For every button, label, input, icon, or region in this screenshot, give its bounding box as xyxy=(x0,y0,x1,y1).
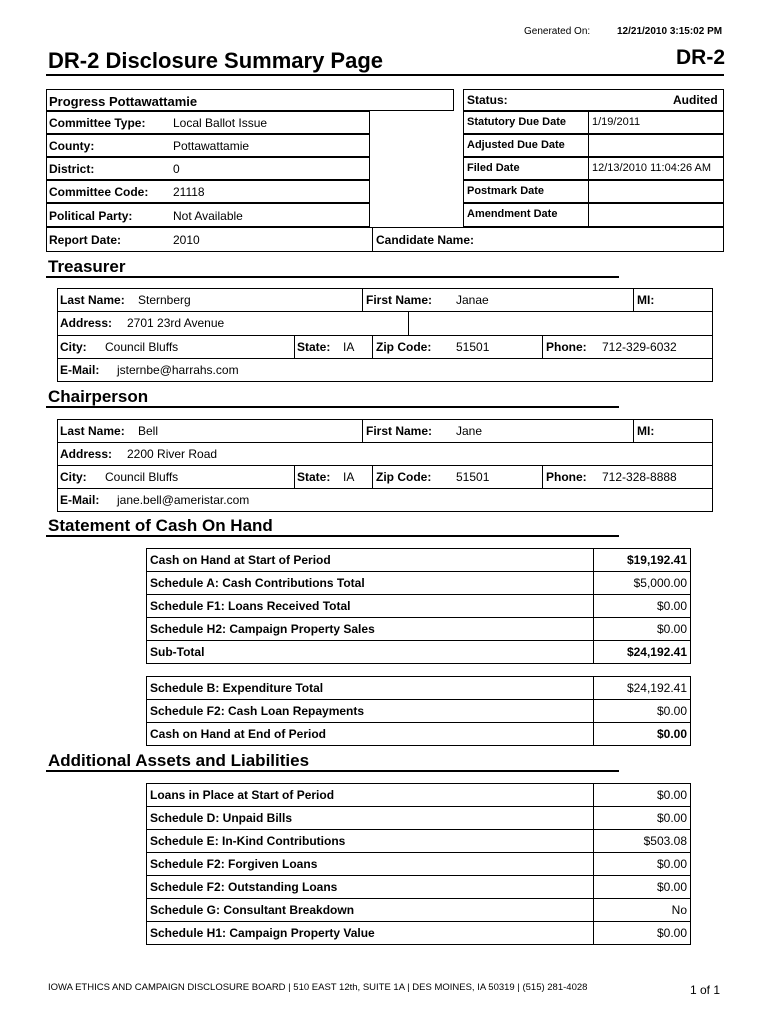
row-label: Schedule F1: Loans Received Total xyxy=(146,594,594,618)
filed-value: 12/13/2010 11:04:26 AM xyxy=(592,162,712,174)
chair-zip-label: Zip Code: xyxy=(376,470,432,484)
row-label: Schedule A: Cash Contributions Total xyxy=(146,571,594,595)
postmark-value-cell xyxy=(588,180,724,203)
treasurer-address-value: 2701 23rd Avenue xyxy=(127,316,225,330)
treasurer-city-label: City: xyxy=(60,340,87,354)
title-rule xyxy=(46,74,724,76)
generated-label: Generated On: xyxy=(524,26,591,37)
row-value: $0.00 xyxy=(593,617,691,641)
chair-last-value: Bell xyxy=(138,424,159,438)
cash-rule xyxy=(46,535,619,537)
chair-address-label: Address: xyxy=(60,447,113,461)
row-label: Schedule H1: Campaign Property Value xyxy=(146,921,594,945)
report-date-divider xyxy=(372,227,373,252)
treasurer-state-value: IA xyxy=(343,340,355,354)
cash-heading: Statement of Cash On Hand xyxy=(48,516,273,535)
row-value: $24,192.41 xyxy=(593,676,691,700)
row-label: Cash on Hand at End of Period xyxy=(146,722,594,746)
treasurer-last-value: Sternberg xyxy=(138,293,191,307)
chair-address-value: 2200 River Road xyxy=(127,447,218,461)
row-value: $0.00 xyxy=(593,594,691,618)
treasurer-state-label: State: xyxy=(297,340,331,354)
row-value: $5,000.00 xyxy=(593,571,691,595)
row-value: $0.00 xyxy=(593,783,691,807)
row-label: Schedule H2: Campaign Property Sales xyxy=(146,617,594,641)
row-value: $503.08 xyxy=(593,829,691,853)
treasurer-phone-label: Phone: xyxy=(546,340,587,354)
footer-agency: IOWA ETHICS AND CAMPAIGN DISCLOSURE BOARD | 510 EAST 12th, SUITE 1A | DES MOINES, IA 50319 | (515) 281-4028 xyxy=(48,982,588,993)
treasurer-rule xyxy=(46,276,619,278)
treasurer-mi-label: MI: xyxy=(637,293,655,307)
row-label: Schedule B: Expenditure Total xyxy=(146,676,594,700)
row-label: Sub-Total xyxy=(146,640,594,664)
district-row xyxy=(46,157,370,180)
chair-mi-label: MI: xyxy=(637,424,655,438)
chair-phone-label: Phone: xyxy=(546,470,587,484)
assets-rule xyxy=(46,770,619,772)
chair-email-value: jane.bell@ameristar.com xyxy=(117,493,250,507)
chair-zip-value: 51501 xyxy=(456,470,490,484)
row-value: $0.00 xyxy=(593,806,691,830)
chairperson-heading: Chairperson xyxy=(48,387,149,406)
row-value: $0.00 xyxy=(593,722,691,746)
row-label: Schedule E: In-Kind Contributions xyxy=(146,829,594,853)
chair-state-value: IA xyxy=(343,470,355,484)
row-label: Loans in Place at Start of Period xyxy=(146,783,594,807)
treasurer-email-label: E-Mail: xyxy=(60,363,100,377)
row-value: $0.00 xyxy=(593,921,691,945)
treasurer-zip-label: Zip Code: xyxy=(376,340,432,354)
row-label: Schedule F2: Forgiven Loans xyxy=(146,852,594,876)
postmark-label: Postmark Date xyxy=(467,185,545,197)
row-value: No xyxy=(593,898,691,922)
chair-email-label: E-Mail: xyxy=(60,493,100,507)
treasurer-first-value: Janae xyxy=(456,293,489,307)
amendment-label: Amendment Date xyxy=(467,208,558,220)
row-label: Schedule F2: Cash Loan Repayments xyxy=(146,699,594,723)
row-value: $0.00 xyxy=(593,699,691,723)
county-value: Pottawattamie xyxy=(173,139,250,153)
treasurer-heading: Treasurer xyxy=(48,257,126,276)
district-value: 0 xyxy=(173,162,180,176)
committee-type-label: Committee Type: xyxy=(49,116,146,130)
county-label: County: xyxy=(49,139,95,153)
assets-heading: Additional Assets and Liabilities xyxy=(48,751,310,770)
treasurer-zip-value: 51501 xyxy=(456,340,490,354)
status-value: Audited xyxy=(673,93,718,107)
committee-code-value: 21118 xyxy=(173,185,205,199)
political-party-label: Political Party: xyxy=(49,209,133,223)
chair-city-label: City: xyxy=(60,470,87,484)
status-label: Status: xyxy=(467,93,508,107)
treasurer-email-value: jsternbe@harrahs.com xyxy=(117,363,239,377)
row-label: Schedule F2: Outstanding Loans xyxy=(146,875,594,899)
page-number: 1 of 1 xyxy=(690,983,721,997)
amendment-value-cell xyxy=(588,203,724,227)
row-value: $0.00 xyxy=(593,875,691,899)
treasurer-first-label: First Name: xyxy=(366,293,433,307)
chair-state-label: State: xyxy=(297,470,331,484)
committee-type-value: Local Ballot Issue xyxy=(173,116,268,130)
row-label: Schedule G: Consultant Breakdown xyxy=(146,898,594,922)
page-title: DR-2 Disclosure Summary Page xyxy=(48,48,384,73)
generated-value: 12/21/2010 3:15:02 PM xyxy=(617,26,723,37)
chair-last-label: Last Name: xyxy=(60,424,125,438)
chair-phone-value: 712-328-8888 xyxy=(602,470,677,484)
chairperson-rule xyxy=(46,406,619,408)
statutory-value: 1/19/2011 xyxy=(592,116,641,128)
political-party-value: Not Available xyxy=(173,209,243,223)
treasurer-last-label: Last Name: xyxy=(60,293,125,307)
adjusted-label: Adjusted Due Date xyxy=(467,139,565,151)
treasurer-phone-value: 712-329-6032 xyxy=(602,340,677,354)
adjusted-value-cell xyxy=(588,134,724,157)
report-date-label: Report Date: xyxy=(49,233,122,247)
candidate-name-label: Candidate Name: xyxy=(376,233,475,247)
chair-city-value: Council Bluffs xyxy=(105,470,179,484)
row-value: $19,192.41 xyxy=(593,548,691,572)
report-date-value: 2010 xyxy=(173,233,200,247)
row-label: Schedule D: Unpaid Bills xyxy=(146,806,594,830)
row-value: $0.00 xyxy=(593,852,691,876)
form-code: DR-2 xyxy=(676,46,726,69)
district-label: District: xyxy=(49,162,95,176)
treasurer-city-value: Council Bluffs xyxy=(105,340,179,354)
row-value: $24,192.41 xyxy=(593,640,691,664)
treasurer-address-label: Address: xyxy=(60,316,113,330)
statutory-label: Statutory Due Date xyxy=(467,116,567,128)
chair-first-label: First Name: xyxy=(366,424,433,438)
committee-name: Progress Pottawattamie xyxy=(49,94,198,109)
filed-label: Filed Date xyxy=(467,162,520,174)
chair-first-value: Jane xyxy=(456,424,483,438)
committee-code-label: Committee Code: xyxy=(49,185,149,199)
row-label: Cash on Hand at Start of Period xyxy=(146,548,594,572)
